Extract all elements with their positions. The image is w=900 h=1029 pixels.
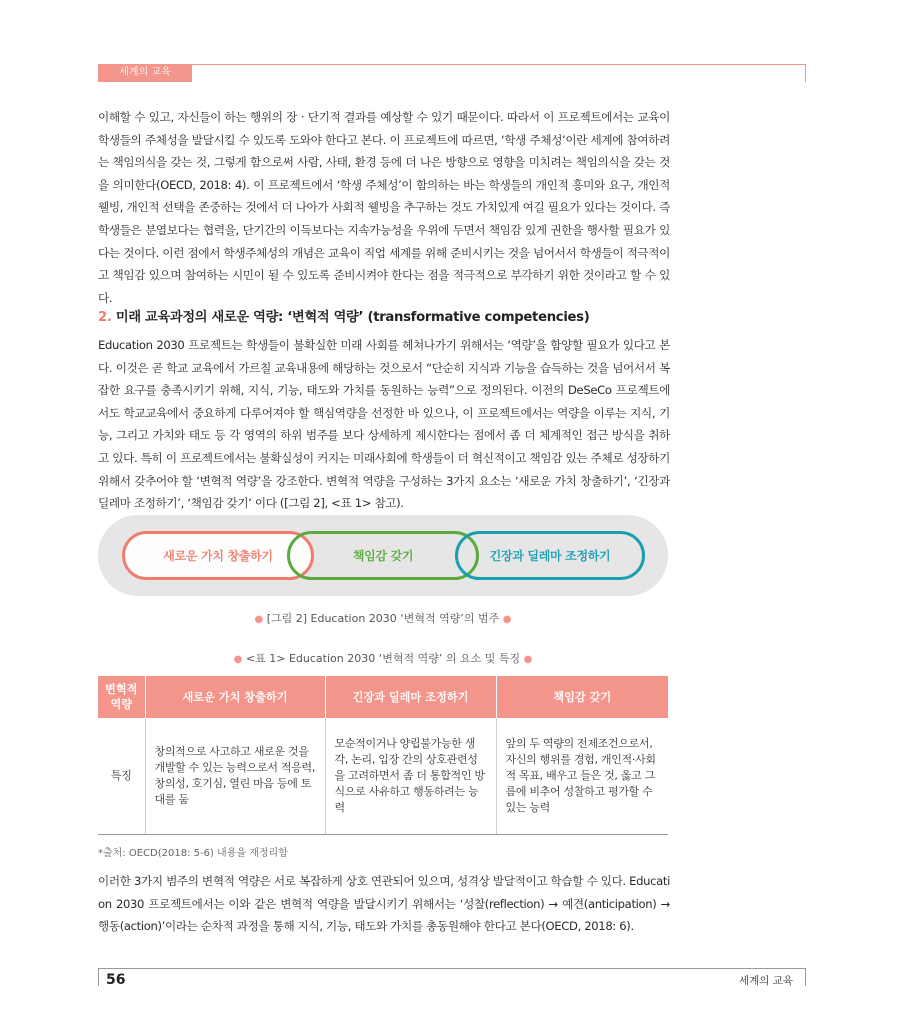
- footer-rule: [98, 968, 806, 969]
- figure-caption: [98, 610, 668, 626]
- bullet-dot-icon: ●: [233, 654, 243, 665]
- bullet-dot-icon: ●: [502, 614, 512, 625]
- table-cell: 모순적이거나 양립불가능한 생각, 논리, 입장 간의 상호관련성을 고려하면서 좀 더 통합적인 방식으로 사유하고 행동하려는 능력: [325, 718, 496, 834]
- diagram-pill-responsibility: 책임감 갖기: [287, 531, 479, 580]
- figure-caption-text: [그림 2] Education 2030 ‘변혁적 역량’의 범주: [266, 612, 500, 625]
- header-rule-end: [805, 64, 806, 82]
- table-header-col-1: 새로운 가치 창출하기: [145, 676, 325, 718]
- table-cell: 창의적으로 사고하고 새로운 것을 개발할 수 있는 능력으로서 적응력, 창의성, 호기심, 열린 마음 등에 토대를 둠: [145, 718, 325, 834]
- footer-rule-left: [98, 968, 99, 986]
- table-cell: 앞의 두 역량의 전제조건으로서, 자신의 행위를 경험, 개인적·사회적 목표, 배우고 들은 것, 옳고 그름에 비추어 성찰하고 평가할 수 있는 능력: [496, 718, 668, 834]
- paragraph-1: 이해할 수 있고, 자신들이 하는 행위의 장 · 단기적 결과를 예상할 수 있기 때문이다. 따라서 이 프로젝트에서는 교육이 학생들의 주체성을 발달시킬 수 있도록 도와야 한다고 본다. 이 프로젝트에 따르면, ‘학생 주체성’이란 세계에 참여하려는 책임의식을 갖는 것, 그렇게 함으로써 사람, 사태, 환경 등에 더 나은 방향으로 영향을 미치려는 책임의식을 갖는 것을 의미한다(OECD, 2018: 4). 이 프로젝트에서 ‘학생 주체성’이 함의하는 바는 학생들의 개인적 흥미와 요구, 개인적 웰빙, 개인적 선택을 존중하는 것에서 더 나아가 사회적 웰빙을 추구하는 것도 가치있게 여길 필요가 있다는 것이다. 즉 학생들은 분열보다는 협력을, 단기간의 이득보다는 지속가능성을 우위에 두면서 책임감 있게 권한을 행사할 필요가 있다는 것이다. 이런 점에서 학생주체성의 개념은 교육이 직업 세계를 위해 준비시키는 것을 넘어서서 학생들이 적극적이고 책임감 있으며 참여하는 시민이 될 수 있도록 준비시켜야 한다는 점을 적극적으로 부각하기 위한 것이라고 할 수 있다.: [98, 110, 670, 305]
- bullet-dot-icon: ●: [523, 654, 533, 665]
- section-title: 미래 교육과정의 새로운 역량: ‘변혁적 역량’ (transformative competencies): [111, 310, 590, 325]
- table-header-corner: 변혁적 역량: [98, 676, 145, 718]
- table-caption: [98, 650, 668, 666]
- bullet-dot-icon: ●: [254, 614, 264, 625]
- diagram-pill-dilemma: 긴장과 딜레마 조정하기: [455, 531, 645, 580]
- diagram-pill-new-value: 새로운 가치 창출하기: [122, 531, 314, 580]
- table-row: [98, 718, 668, 834]
- footer-title: 세계의 교육: [738, 975, 793, 987]
- table-caption-text: <표 1> Education 2030 ‘변혁적 역량’ 의 요소 및 특징: [245, 652, 521, 665]
- header-tag: 세계의 교육: [98, 64, 192, 82]
- section-number: 2.: [98, 310, 112, 325]
- footer-rule-right: [805, 968, 806, 986]
- competency-table: [98, 676, 668, 835]
- paragraph-3: 이러한 3가지 범주의 변혁적 역량은 서로 복잡하게 상호 연관되어 있으며, 성격상 발달적이고 학습할 수 있다. Education 2030 프로젝트에서는 이와 같은 변혁적 역량을 발달시키기 위해서는 ‘성찰(reflection) → 예견(anticipation) → 행동(action)’이라는 순차적 과정을 통해 지식, 기능, 태도와 가치를 총동원해야 한다고 본다(OECD, 2018: 6).: [98, 874, 670, 934]
- page-number: 56: [106, 972, 126, 988]
- table-header-row: [98, 676, 668, 718]
- section-heading: [98, 306, 589, 325]
- paragraph-2: Education 2030 프로젝트는 학생들이 불확실한 미래 사회를 헤쳐나가기 위해서는 ‘역량’을 함양할 필요가 있다고 본다. 이것은 곧 학교 교육에서 가르칠 교육내용에 해당하는 것으로서 “단순히 지식과 기능을 습득하는 것을 넘어서서 복잡한 요구를 충족시키기 위해, 지식, 기능, 태도와 가치를 동원하는 능력”으로 정의된다. 이전의 DeSeCo 프로젝트에서도 학교교육에서 중요하게 다루어져야 할 핵심역량을 선정한 바 있으나, 이 프로젝트에서는 역량을 이루는 지식, 기능, 그리고 가치와 태도 등 각 영역의 하위 범주를 보다 상세하게 제시한다는 점에서 좀 더 체계적인 접근 방식을 취하고 있다. 특히 이 프로젝트에서는 불확실성이 커지는 미래사회에 학생들이 더 혁신적이고 책임감 있는 주체로 성장하기 위해서 갖추어야 할 ‘변혁적 역량’을 강조한다. 변혁적 역량을 구성하는 3가지 요소는 ‘새로운 가치 창출하기’, ‘긴장과 딜레마 조정하기’, ‘책임감 갖기’ 이다 ([그림 2], <표 1> 참고).: [98, 338, 670, 511]
- header-rule: [192, 64, 805, 65]
- table-header-col-3: 책임감 갖기: [496, 676, 668, 718]
- table-header-col-2: 긴장과 딜레마 조정하기: [325, 676, 496, 718]
- table-row-label: 특징: [98, 718, 145, 834]
- table-source-note: *출처: OECD(2018: 5-6) 내용을 재정리함: [98, 848, 288, 859]
